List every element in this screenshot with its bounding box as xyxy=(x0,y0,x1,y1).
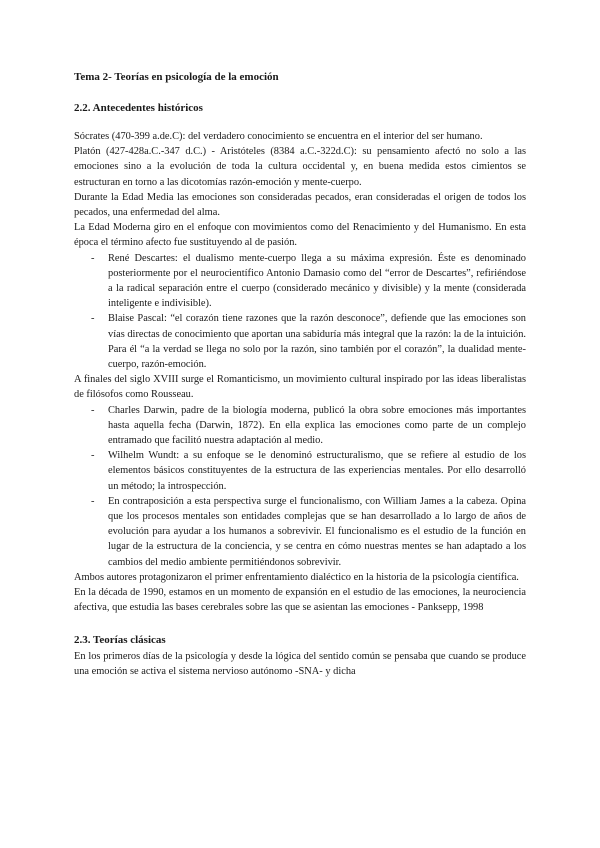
list-item xyxy=(74,494,526,570)
paragraph-edad-media: Durante la Edad Media las emociones son consideradas pecados, eran consideradas el origen de todos los pecados, una enfermedad del alma. xyxy=(74,191,526,219)
list-dash: - xyxy=(91,404,95,416)
paragraph-primeros-dias: En los primeros días de la psicología y desde la lógica del sentido común se pensaba que cuando se produce una emoción se activa el sistema nervioso autónomo -SNA- y dicha xyxy=(74,650,526,677)
document-title: Tema 2- Teorías en psicología de la emoción xyxy=(74,71,279,83)
paragraph-ambos-autores: Ambos autores protagonizaron el primer enfrentamiento dialéctico en la historia de la psicología científica. xyxy=(74,571,519,583)
list-item xyxy=(74,448,526,494)
paragraph-edad-moderna: La Edad Moderna giro en el enfoque con movimientos como del Renacimiento y del Humanismo. En esta época el término afecto fue sustituyendo al de pasión. xyxy=(74,222,526,249)
list-item-text: Charles Darwin, padre de la biología moderna, publicó la obra sobre emociones más importantes hasta aquella fecha (Darwin, 1872). En ella explica las emociones como parte de un complejo entramado que facilitó nuestra adaptación al medio. xyxy=(108,404,526,447)
list-item-text: René Descartes: el dualismo mente-cuerpo llega a su máxima expresión. Éste es denominado posteriormente por el neurocientífico Antonio Damasio como del “error de Descartes”, refiriéndose a la radical separación entre el cuerpo (considerado mecánico y divisible) y la mente (considerada inteligente e indivisible). xyxy=(108,252,526,310)
list-item-text: Wilhelm Wundt: a su enfoque se le denominó estructuralismo, que se refiere al estudio de los elementos básicos constituyentes de la estructura de las experiencias mentales. Por ello desarrolló un método; la introspección. xyxy=(108,450,526,492)
list-item xyxy=(74,251,526,312)
section-heading-teorias-clasicas: 2.3. Teorías clásicas xyxy=(74,633,166,646)
list-dash: - xyxy=(91,450,95,462)
paragraph-romanticismo: A finales del siglo XVIII surge el Romanticismo, un movimiento cultural inspirado por las ideas liberalistas de filósofos como Rousseau. xyxy=(74,374,526,401)
document-page xyxy=(74,70,526,679)
list-item xyxy=(74,311,526,372)
list-romanticismo xyxy=(74,403,526,570)
list-dash: - xyxy=(91,495,95,507)
list-edad-moderna xyxy=(74,251,526,373)
list-dash: - xyxy=(91,313,95,325)
paragraph-platon: Platón (427-428a.C.-347 d.C.) - Aristóteles (8384 a.C.-322d.C): su pensamiento afectó no solo a las emociones sino a la evolución de toda la cultura occidental y, en buena medida estos cimientos se estructuran en torno a las dicotomías razón-emoción y mente-cuerpo. xyxy=(74,146,526,188)
section-heading-antecedentes: 2.2. Antecedentes históricos xyxy=(74,102,203,114)
paragraph-socrates: Sócrates (470-399 a.de.C): del verdadero conocimiento se encuentra en el interior del ser humano. xyxy=(74,131,483,142)
list-item xyxy=(74,403,526,449)
paragraph-decada-1990: En la década de 1990, estamos en un momento de expansión en el estudio de las emociones, la neurociencia afectiva, que estudia las bases cerebrales sobre las que se asientan las emociones - Panksepp, 1998 xyxy=(74,587,526,614)
list-dash: - xyxy=(91,252,95,264)
list-item-text: En contraposición a esta perspectiva surge el funcionalismo, con William James a la cabeza. Opina que los procesos mentales son entidades complejas que se han desarrollado a lo largo de años de evolución para ayudar a los humanos a sobrevivir. El funcionalismo es el estudio de la función en lugar de la estructura de la conciencia, y se centra en cómo nuestras mentes se han adaptado a los cambios del medio ambiente permitiéndonos sobrevivir. xyxy=(108,495,526,568)
list-item-text: Blaise Pascal: “el corazón tiene razones que la razón desconoce”, defiende que las emociones son vías directas de conocimiento que aportan una sabiduría más integral que la razón: la de la intuición. Para él “a la verdad se llega no solo por la razón, sino también por el corazón”, la dualidad mente-cuerpo, razón-emoción. xyxy=(108,313,526,371)
